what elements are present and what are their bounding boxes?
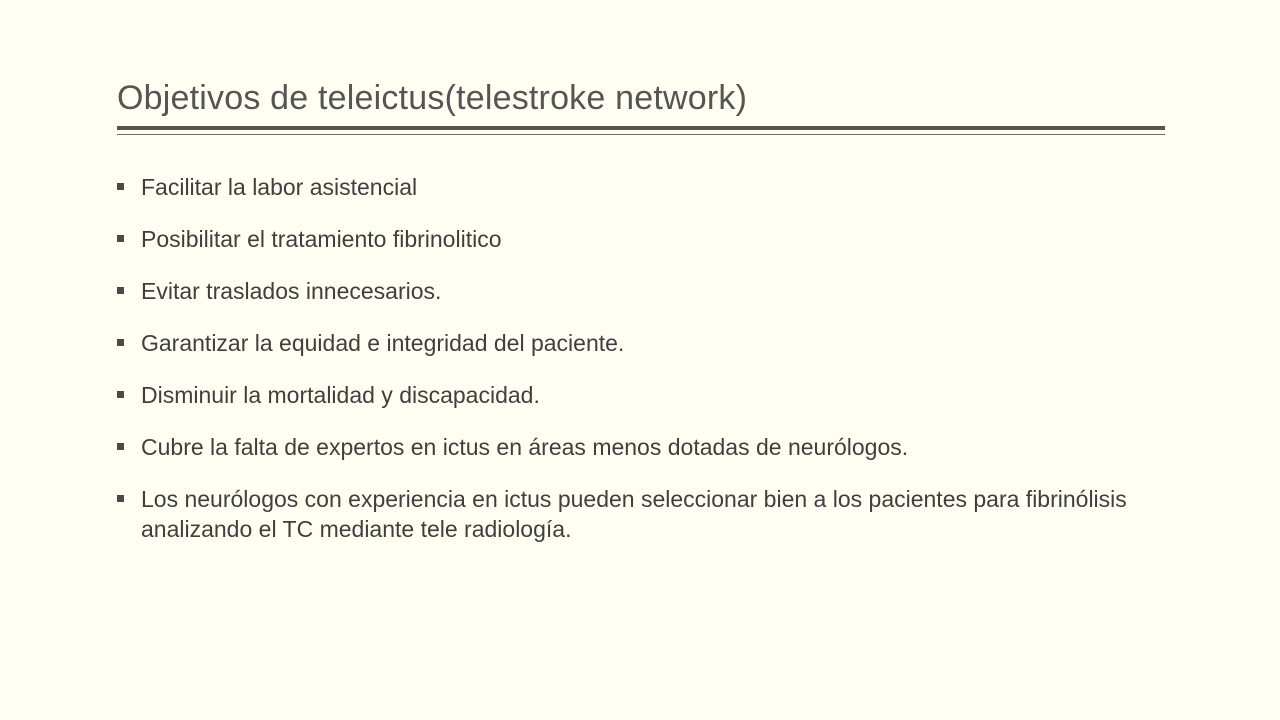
slide-title: Objetivos de teleictus(telestroke network) [117, 79, 748, 117]
title-underline-thick [117, 126, 1165, 130]
bullet-item [117, 276, 1177, 306]
bullet-text: Facilitar la labor asistencial [141, 174, 418, 200]
square-bullet-icon [117, 287, 124, 294]
bullet-list [117, 172, 1177, 566]
title-underline-thin [117, 134, 1165, 135]
bullet-text: Garantizar la equidad e integridad del paciente. [141, 330, 625, 356]
bullet-item [117, 484, 1177, 544]
bullet-text: Cubre la falta de expertos en ictus en áreas menos dotadas de neurólogos. [141, 434, 909, 460]
bullet-item [117, 432, 1177, 462]
bullet-text: Evitar traslados innecesarios. [141, 278, 442, 304]
bullet-item [117, 328, 1177, 358]
square-bullet-icon [117, 391, 124, 398]
square-bullet-icon [117, 443, 124, 450]
bullet-item [117, 380, 1177, 410]
square-bullet-icon [117, 183, 124, 190]
bullet-item [117, 224, 1177, 254]
square-bullet-icon [117, 235, 124, 242]
bullet-text: Posibilitar el tratamiento fibrinolitico [141, 226, 502, 252]
square-bullet-icon [117, 495, 124, 502]
bullet-text: Disminuir la mortalidad y discapacidad. [141, 382, 540, 408]
square-bullet-icon [117, 339, 124, 346]
bullet-text: Los neurólogos con experiencia en ictus pueden seleccionar bien a los pacientes para fibrinólisis analizando el TC mediante tele radiología. [141, 486, 1127, 542]
bullet-item [117, 172, 1177, 202]
